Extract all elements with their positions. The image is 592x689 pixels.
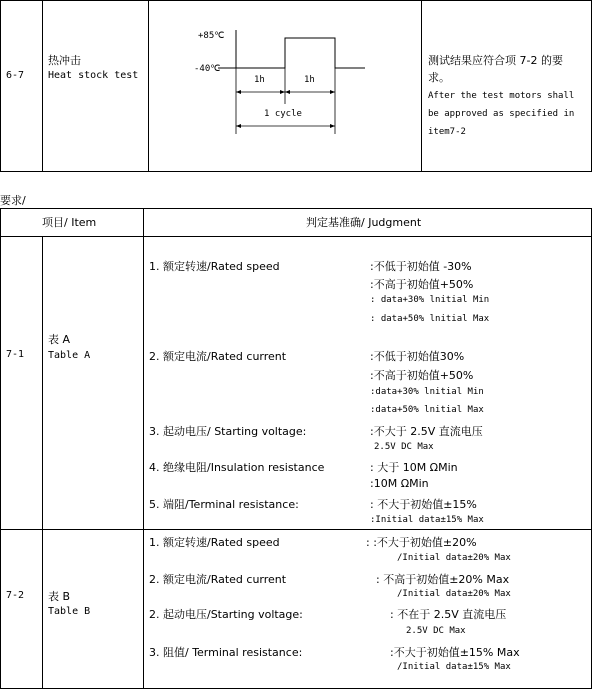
high-temp-label: +85℃: [198, 31, 225, 41]
row-a-line-left: 2. 额定电流/Rated current: [149, 350, 287, 363]
requirement-cn-line-1: 测试结果应符合项 7-2 的要: [428, 54, 563, 67]
row-b-line-right: /Initial data±20% Max: [397, 589, 511, 599]
row-b-line-right: : :不大于初始值±20%: [366, 536, 477, 549]
header-item: 项目/ Item: [42, 216, 97, 229]
requirement-cn-line-2: 求。: [428, 71, 450, 84]
row-a-name-en: Table A: [48, 350, 91, 361]
row-a-line-right: :data+50% lnitial Max: [370, 405, 484, 415]
row-a-line-left: 1. 额定转速/Rated speed: [149, 260, 280, 273]
requirement-en-line-3: item7-2: [428, 127, 466, 137]
row-number-6-7: 6-7: [6, 70, 25, 81]
item-name-en: Heat stock test: [48, 70, 139, 81]
requirement-en-line-2: be approved as specified in: [428, 109, 575, 119]
row-a-line-right: :data+30% lnitial Min: [370, 387, 484, 397]
row-a-line-right: 2.5V DC Max: [374, 442, 434, 452]
row-a-line-right: : data+30% lnitial Min: [370, 295, 490, 305]
cycle-label: 1 cycle: [264, 109, 302, 119]
row-a-line-right: :不低于初始值30%: [370, 350, 465, 363]
row-a-line-right: : 大于 10M ΩMin: [370, 461, 458, 474]
thermal-cycle-diagram: [190, 24, 380, 144]
row-a-line-right: : 不大于初始值±15%: [370, 498, 477, 511]
low-temp-label: -40℃: [194, 64, 221, 74]
item-name-cn: 热冲击: [48, 54, 81, 67]
row-a-line-right: : data+50% lnitial Max: [370, 314, 490, 324]
row-a-line-left: 4. 绝缘电阻/Insulation resistance: [149, 461, 325, 474]
row-b-line-right: : 不在于 2.5V 直流电压: [390, 608, 507, 621]
row-a-line-right: :不高于初始值+50%: [370, 369, 474, 382]
temperature-profile: [218, 30, 365, 68]
row-b-name-cn: 表 B: [48, 590, 71, 603]
row-b-line-right: : 不高于初始值±20% Max: [376, 573, 510, 586]
row-b-line-left: 2. 额定电流/Rated current: [149, 573, 287, 586]
row-a-number: 7-1: [6, 349, 25, 360]
header-judgment: 判定基准确/ Judgment: [306, 216, 422, 229]
row-b-line-right: :不大于初始值±15% Max: [390, 646, 520, 659]
requirement-en-line-1: After the test motors shall: [428, 91, 575, 101]
row-b-line-left: 1. 额定转速/Rated speed: [149, 536, 280, 549]
row-b-line-left: 2. 起动电压/Starting voltage:: [149, 608, 303, 621]
row-a-line-right: :Initial data±15% Max: [370, 515, 484, 525]
row-a-line-right: :不大于 2.5V 直流电压: [370, 425, 483, 438]
row-b-line-left: 3. 阻值/ Terminal resistance:: [149, 646, 303, 659]
row-a-name-cn: 表 A: [48, 333, 71, 346]
row-b-line-right: /Initial data±15% Max: [397, 662, 511, 672]
segment-1-label: 1h: [254, 75, 265, 85]
row-a-line-left: 3. 起动电压/ Starting voltage:: [149, 425, 307, 438]
row-b-line-right: /Initial data±20% Max: [397, 553, 511, 563]
row-a-line-right: :不低于初始值 -30%: [370, 260, 472, 273]
segment-2-label: 1h: [304, 75, 315, 85]
row-a-line-left: 5. 端阻/Terminal resistance:: [149, 498, 299, 511]
row-b-name-en: Table B: [48, 606, 91, 617]
row-b-line-right: 2.5V DC Max: [406, 626, 466, 636]
row-b-number: 7-2: [6, 590, 25, 601]
section-label: 要求/: [0, 194, 26, 207]
row-a-line-right: :10M ΩMin: [370, 477, 429, 490]
row-a-line-right: :不高于初始值+50%: [370, 278, 474, 291]
